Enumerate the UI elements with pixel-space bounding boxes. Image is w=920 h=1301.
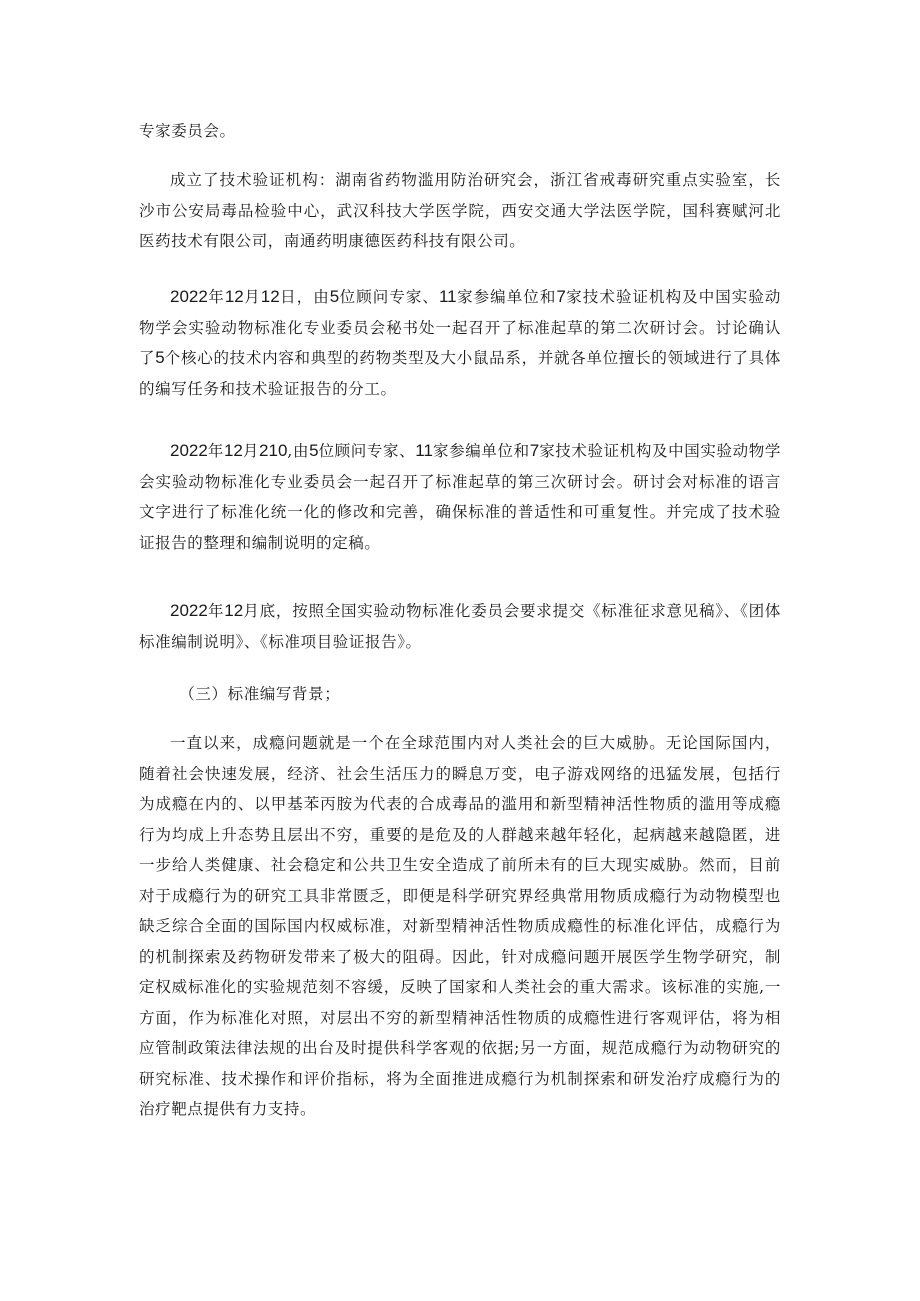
section-heading-background: （三）标准编写背景； — [179, 685, 341, 703]
paragraph-background: 一直以来，成瘾问题就是一个在全球范围内对人类社会的巨大威胁。无论国际国内，随着社会快速发展，经济、社会生活压力的瞬息万变，电子游戏网络的迅猛发展，包括行为成瘾在内的、以甲基苯丙胺为代表的合成毒品的滥用和新型精神活性物质的滥用等成瘾行为均成上升态势且层出不穷，重要的是危及的人群越来越年轻化，起病越来越隐匿，进一步给人类健康、社会稳定和公共卫生安全造成了前所未有的巨大现实威胁。然而，目前对于成瘾行为的研究工具非常匮乏，即便是科学研究界经典常用物质成瘾行为动物模型也缺乏综合全面的国际国内权威标准，对新型精神活性物质成瘾性的标准化评估，成瘾行为的机制探索及药物研发带来了极大的阻碍。因此，针对成瘾问题开展医学生物学研究，制定权威标准化的实验规范刻不容缓，反映了国家和人类社会的重大需求。该标准的实施,一方面，作为标准化对照，对层出不穷的新型精神活性物质的成瘾性进行客观评估，将为相应管制政策法律法规的出台及时提供科学客观的依据;另一方面，规范成瘾行为动物研究的研究标准、技术操作和评价指标，将为全面推进成瘾行为机制探索和研发治疗成瘾行为的治疗靶点提供有力支持。 — [139, 734, 781, 1118]
paragraph-verification-institutions: 成立了技术验证机构：湖南省药物滥用防治研究会，浙江省戒毒研究重点实验室，长沙市公安局毒品检验中心，武汉科技大学医学院，西安交通大学法医学院，国科赛赋河北医药技术有限公司，南通药明康德医药科技有限公司。 — [139, 171, 781, 250]
paragraph-third-seminar: 2022年12月210,由5位顾问专家、11家参编单位和7家技术验证机构及中国实验动物学会实验动物标准化专业委员会一起召开了标准起草的第三次研讨会。研讨会对标准的语言文字进行了标准化统一化的修改和完善，确保标准的普适性和可重复性。并完成了技术验证报告的整理和编制说明的定稿。 — [139, 441, 781, 552]
paragraph-submission: 2022年12月底，按照全国实验动物标准化委员会要求提交《标准征求意见稿》、《团体标准编制说明》、《标准项目验证报告》。 — [139, 601, 781, 651]
paragraph-second-seminar: 2022年12月12日，由5位顾问专家、11家参编单位和7家技术验证机构及中国实验动物学会实验动物标准化专业委员会秘书处一起召开了标准起草的第二次研讨会。讨论确认了5个核心的技术内容和典型的药物类型及大小鼠品系，并就各单位擅长的领域进行了具体的编写任务和技术验证报告的分工。 — [139, 287, 781, 398]
paragraph-committee-ending: 专家委员会。 — [139, 122, 236, 140]
